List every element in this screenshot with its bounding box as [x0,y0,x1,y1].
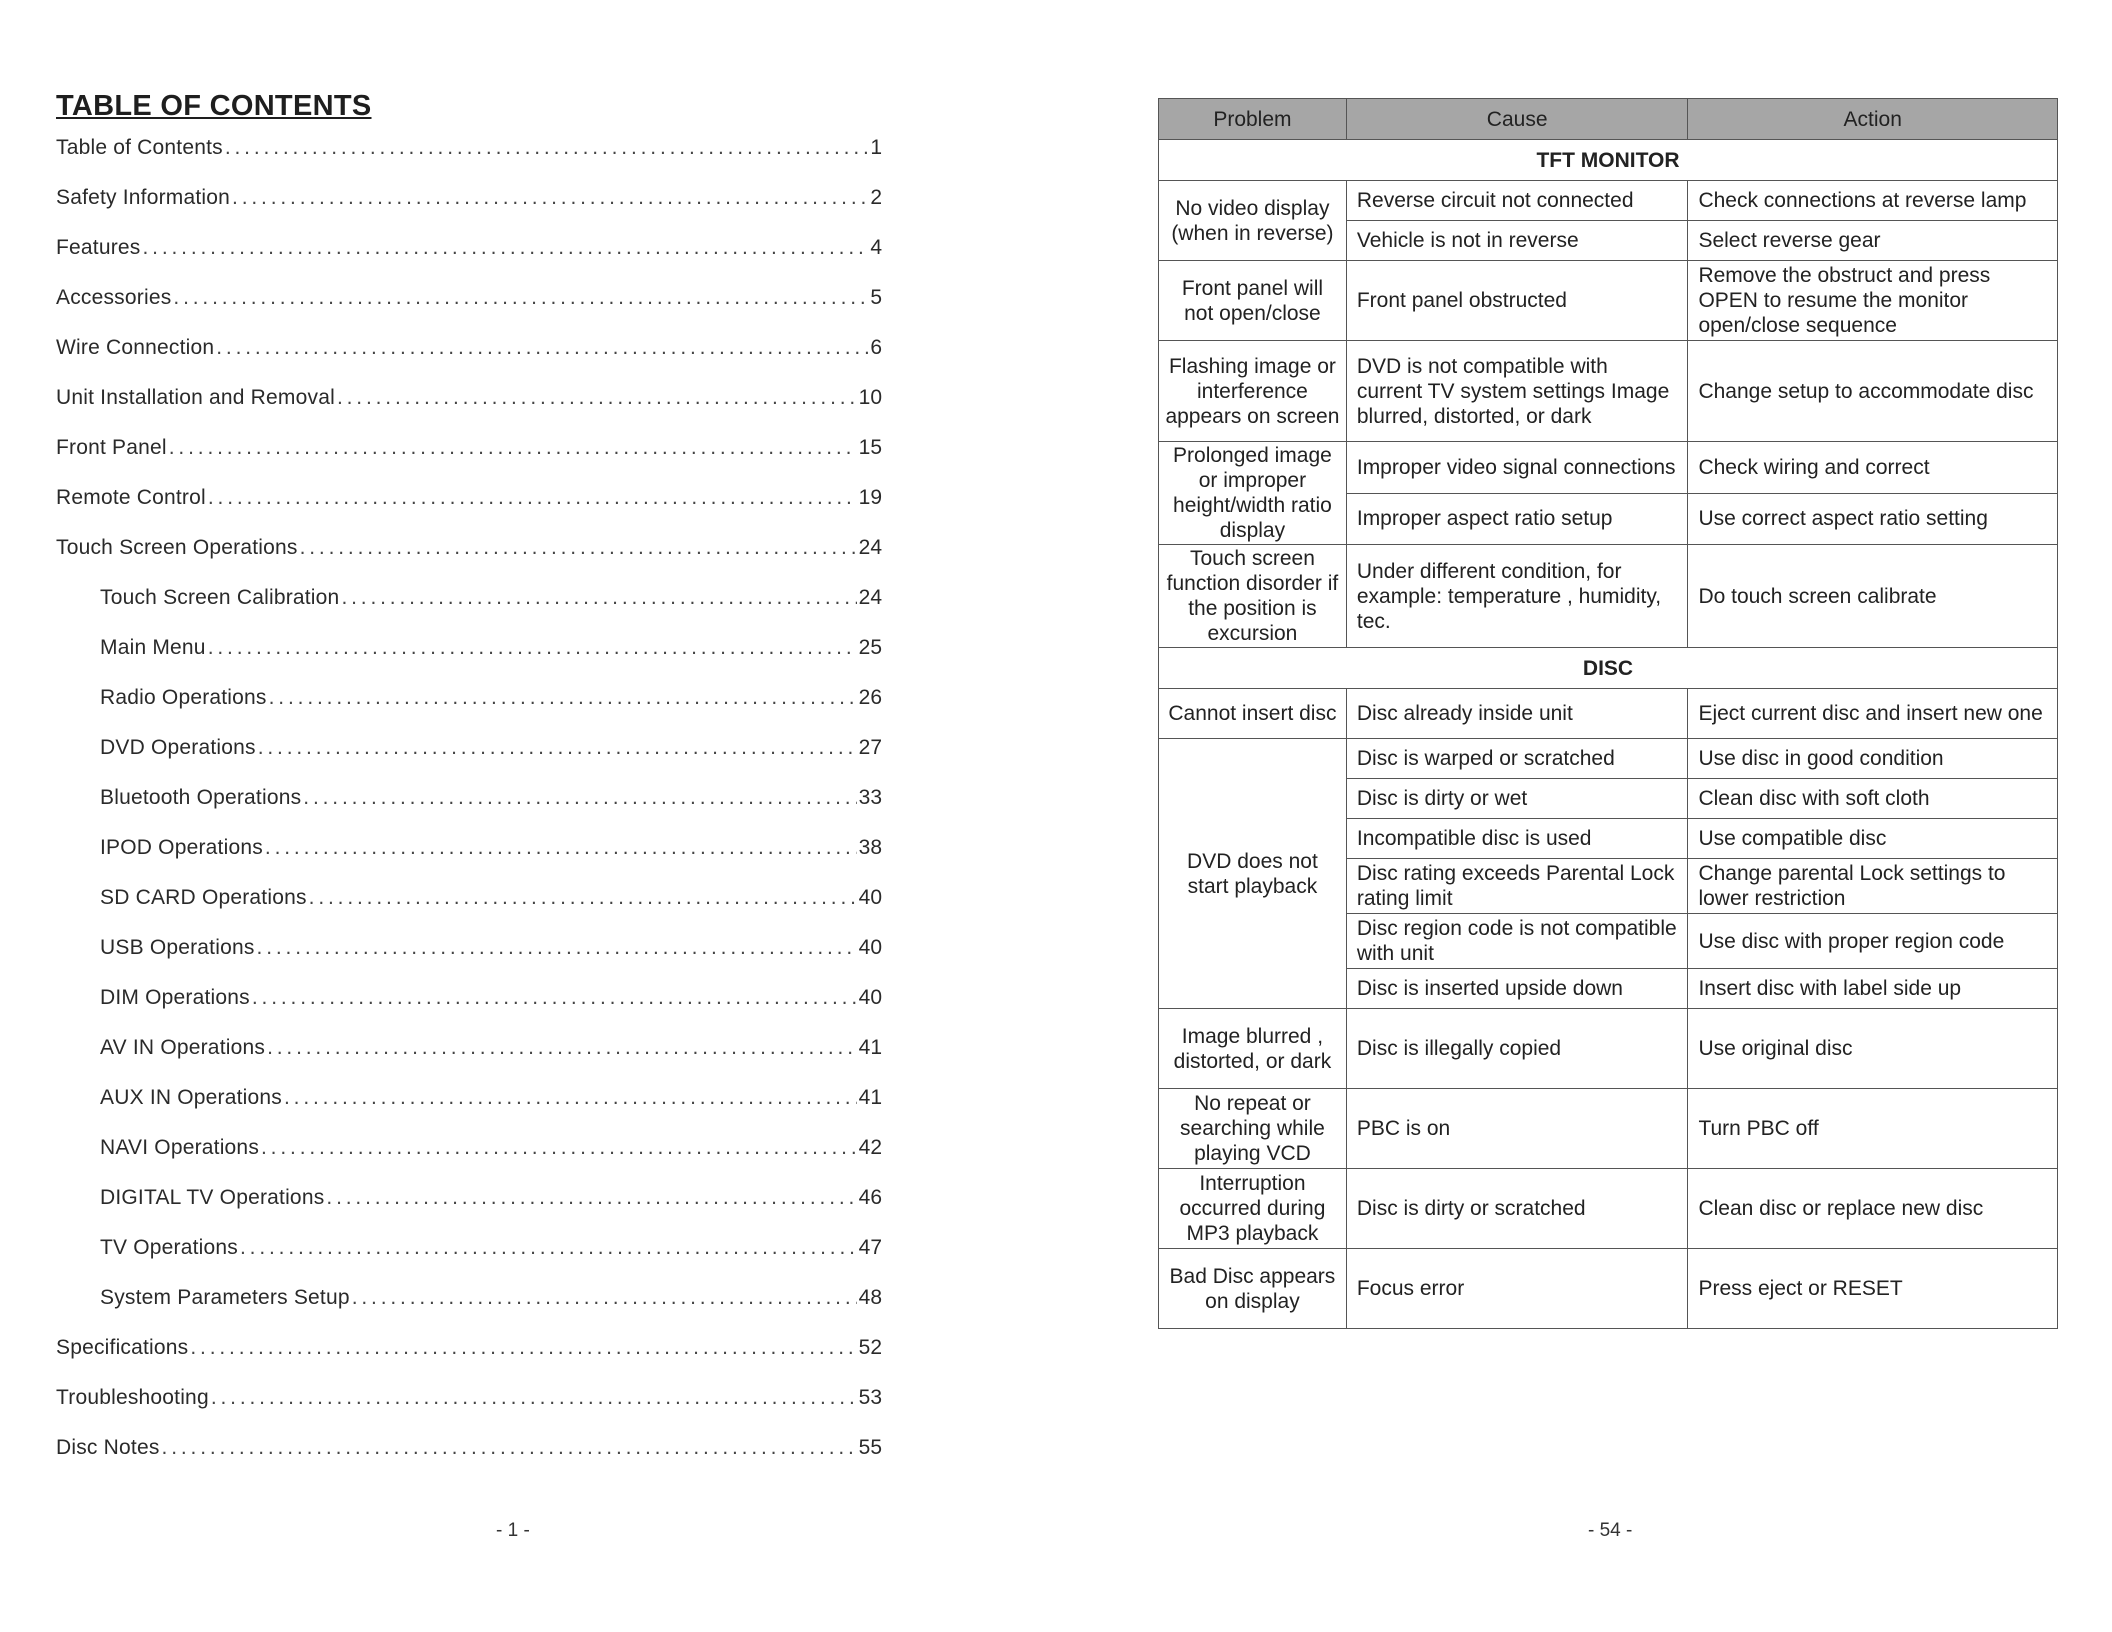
toc-leader-dots [341,586,856,610]
toc-leader-dots [252,986,857,1010]
toc-entry-label: Front Panel [56,436,167,459]
toc-entry [56,1386,882,1436]
toc-entry-page: 52 [858,1336,882,1359]
toc-entry-page: 33 [858,786,882,809]
table-row [1159,739,2058,779]
problem-cell: Prolonged image or improper height/width ratio display [1159,442,1347,545]
toc-entry [56,936,882,986]
section-disc: DISC [1159,648,2058,689]
toc-entry [56,736,882,786]
toc-entry [56,236,882,286]
toc-entry-label: AV IN Operations [100,1036,266,1059]
toc-entry-label: NAVI Operations [100,1136,260,1159]
toc-title: TABLE OF CONTENTS [56,90,372,122]
table-row [1159,689,2058,739]
toc-entry-label: Bluetooth Operations [100,786,302,809]
toc-entry-page: 42 [858,1136,882,1159]
table-row [1159,1009,2058,1089]
toc-leader-dots [265,836,857,860]
cause-cell: Disc region code is not compatible with unit [1346,914,1688,969]
toc-leader-dots [261,1136,857,1160]
table-row [1159,1249,2058,1329]
action-cell: Insert disc with label side up [1688,969,2058,1009]
table-row [1159,1089,2058,1169]
toc-entry-label: Table of Contents [56,136,223,159]
cause-cell: DVD is not compatible with current TV system settings Image blurred, distorted, or dark [1346,341,1688,442]
table-row [1159,545,2058,648]
toc-entry-page: 15 [858,436,882,459]
toc-entry-page: 10 [858,386,882,409]
toc-entry [56,686,882,736]
toc-leader-dots [216,336,868,360]
cause-cell: Disc rating exceeds Parental Lock rating limit [1346,859,1688,914]
toc-entry-label: Touch Screen Operations [56,536,298,559]
toc-entry [56,1086,882,1136]
toc-entry-label: DIGITAL TV Operations [100,1186,325,1209]
toc-entry [56,1036,882,1086]
toc-leader-dots [232,186,868,210]
problem-cell: Flashing image or interference appears on screen [1159,341,1347,442]
toc-entry [56,636,882,686]
toc-leader-dots [337,386,857,410]
toc-leader-dots [173,286,868,310]
toc-entry [56,886,882,936]
page-number-left: - 1 - [496,1520,530,1541]
toc-entry [56,486,882,536]
toc-entry-page: 41 [858,1086,882,1109]
toc-entry-label: Troubleshooting [56,1386,209,1409]
section-row [1159,648,2058,689]
cause-cell: Incompatible disc is used [1346,819,1688,859]
toc-entry-label: Unit Installation and Removal [56,386,335,409]
toc-leader-dots [211,1386,857,1410]
toc-entry [56,986,882,1036]
table-row [1159,341,2058,442]
toc-entry-page: 48 [858,1286,882,1309]
table-header-row [1159,99,2058,140]
action-cell: Check wiring and correct [1688,442,2058,494]
action-cell: Eject current disc and insert new one [1688,689,2058,739]
toc-entry-page: 1 [870,136,882,159]
toc-entry-label: Touch Screen Calibration [100,586,340,609]
section-row [1159,140,2058,181]
cause-cell: Disc already inside unit [1346,689,1688,739]
header-problem: Problem [1159,99,1347,140]
toc-entry-page: 24 [858,536,882,559]
toc-leader-dots [225,136,868,160]
toc-entry-page: 47 [858,1236,882,1259]
action-cell: Select reverse gear [1688,221,2058,261]
toc-entry [56,786,882,836]
cause-cell: Focus error [1346,1249,1688,1329]
action-cell: Turn PBC off [1688,1089,2058,1169]
toc-entry-label: IPOD Operations [100,836,263,859]
action-cell: Use disc with proper region code [1688,914,2058,969]
toc-leader-dots [303,786,856,810]
toc-entry [56,386,882,436]
cause-cell: Front panel obstructed [1346,261,1688,341]
toc-entry-label: Radio Operations [100,686,267,709]
toc-entry-label: Features [56,236,141,259]
toc-leader-dots [300,536,857,560]
toc-entry-page: 4 [870,236,882,259]
cause-cell: Reverse circuit not connected [1346,181,1688,221]
table-row [1159,1169,2058,1249]
toc-entry-page: 41 [858,1036,882,1059]
toc-entry [56,536,882,586]
toc-entry-page: 40 [858,936,882,959]
toc-entry-label: System Parameters Setup [100,1286,350,1309]
toc-entry [56,436,882,486]
problem-cell: Touch screen function disorder if the position is excursion [1159,545,1347,648]
toc-entry-label: Wire Connection [56,336,215,359]
page-number-right: - 54 - [1588,1520,1633,1541]
action-cell: Remove the obstruct and press OPEN to resume the monitor open/close sequence [1688,261,2058,341]
cause-cell: Improper aspect ratio setup [1346,493,1688,545]
problem-cell: Image blurred , distorted, or dark [1159,1009,1347,1089]
toc-entry [56,1186,882,1236]
toc-leader-dots [190,1336,856,1360]
action-cell: Use compatible disc [1688,819,2058,859]
toc-entry [56,1336,882,1386]
toc-leader-dots [284,1086,857,1110]
cause-cell: PBC is on [1346,1089,1688,1169]
problem-cell: No repeat or searching while playing VCD [1159,1089,1347,1169]
action-cell: Clean disc or replace new disc [1688,1169,2058,1249]
section-tft-monitor: TFT MONITOR [1159,140,2058,181]
header-cause: Cause [1346,99,1688,140]
toc-entry-label: Remote Control [56,486,206,509]
toc-leader-dots [240,1236,857,1260]
toc-entry [56,836,882,886]
cause-cell: Improper video signal connections [1346,442,1688,494]
problem-cell: No video display (when in reverse) [1159,181,1347,261]
cause-cell: Disc is illegally copied [1346,1009,1688,1089]
toc-entry-label: DIM Operations [100,986,250,1009]
toc-entry-page: 6 [870,336,882,359]
problem-cell: DVD does not start playback [1159,739,1347,1009]
action-cell: Clean disc with soft cloth [1688,779,2058,819]
toc-leader-dots [258,736,857,760]
toc-entry [56,286,882,336]
cause-cell: Disc is dirty or scratched [1346,1169,1688,1249]
action-cell: Check connections at reverse lamp [1688,181,2058,221]
action-cell: Use original disc [1688,1009,2058,1089]
action-cell: Change setup to accommodate disc [1688,341,2058,442]
toc-entry [56,1436,882,1486]
toc-leader-dots [269,686,857,710]
toc-entry-label: USB Operations [100,936,255,959]
toc-leader-dots [352,1286,857,1310]
toc-entry [56,1236,882,1286]
toc-entry-label: Main Menu [100,636,206,659]
toc-entry-page: 5 [870,286,882,309]
action-cell: Press eject or RESET [1688,1249,2058,1329]
cause-cell: Disc is inserted upside down [1346,969,1688,1009]
toc-leader-dots [267,1036,857,1060]
action-cell: Use correct aspect ratio setting [1688,493,2058,545]
toc-leader-dots [326,1186,856,1210]
toc-entry-page: 53 [858,1386,882,1409]
toc-leader-dots [208,486,857,510]
cause-cell: Disc is dirty or wet [1346,779,1688,819]
toc-entry-page: 24 [858,586,882,609]
table-row [1159,261,2058,341]
toc-leader-dots [142,236,868,260]
toc-entry-page: 25 [858,636,882,659]
problem-cell: Front panel will not open/close [1159,261,1347,341]
toc-entry-label: Safety Information [56,186,231,209]
header-action: Action [1688,99,2058,140]
cause-cell: Disc is warped or scratched [1346,739,1688,779]
problem-cell: Bad Disc appears on display [1159,1249,1347,1329]
toc-leader-dots [208,636,857,660]
toc-entry [56,1136,882,1186]
toc-entry-page: 40 [858,886,882,909]
action-cell: Use disc in good condition [1688,739,2058,779]
toc-entry-label: TV Operations [100,1236,238,1259]
toc-leader-dots [169,436,857,460]
problem-cell: Cannot insert disc [1159,689,1347,739]
toc-entry-label: Accessories [56,286,172,309]
toc-entry [56,136,882,186]
toc-entry-page: 26 [858,686,882,709]
cause-cell: Under different condition, for example: temperature , humidity, tec. [1346,545,1688,648]
toc-entry-page: 40 [858,986,882,1009]
toc-entry-page: 2 [870,186,882,209]
action-cell: Change parental Lock settings to lower restriction [1688,859,2058,914]
toc-leader-dots [257,936,857,960]
troubleshooting-table [1158,98,2058,1329]
toc-entry [56,1286,882,1336]
toc-entry-page: 55 [858,1436,882,1459]
toc-entry [56,336,882,386]
toc-entry-label: Specifications [56,1336,189,1359]
toc-entry-label: AUX IN Operations [100,1086,282,1109]
table-row [1159,181,2058,221]
toc-entry-page: 27 [858,736,882,759]
toc-entry-label: DVD Operations [100,736,256,759]
toc-leader-dots [162,1436,857,1460]
toc-list [56,136,882,1486]
cause-cell: Vehicle is not in reverse [1346,221,1688,261]
toc-entry-label: Disc Notes [56,1436,160,1459]
table-row [1159,442,2058,494]
toc-entry-page: 19 [858,486,882,509]
right-page [1056,0,2112,1632]
toc-entry-page: 38 [858,836,882,859]
toc-entry-page: 46 [858,1186,882,1209]
toc-entry [56,586,882,636]
problem-cell: Interruption occurred during MP3 playback [1159,1169,1347,1249]
toc-entry [56,186,882,236]
toc-leader-dots [309,886,857,910]
action-cell: Do touch screen calibrate [1688,545,2058,648]
toc-entry-label: SD CARD Operations [100,886,307,909]
